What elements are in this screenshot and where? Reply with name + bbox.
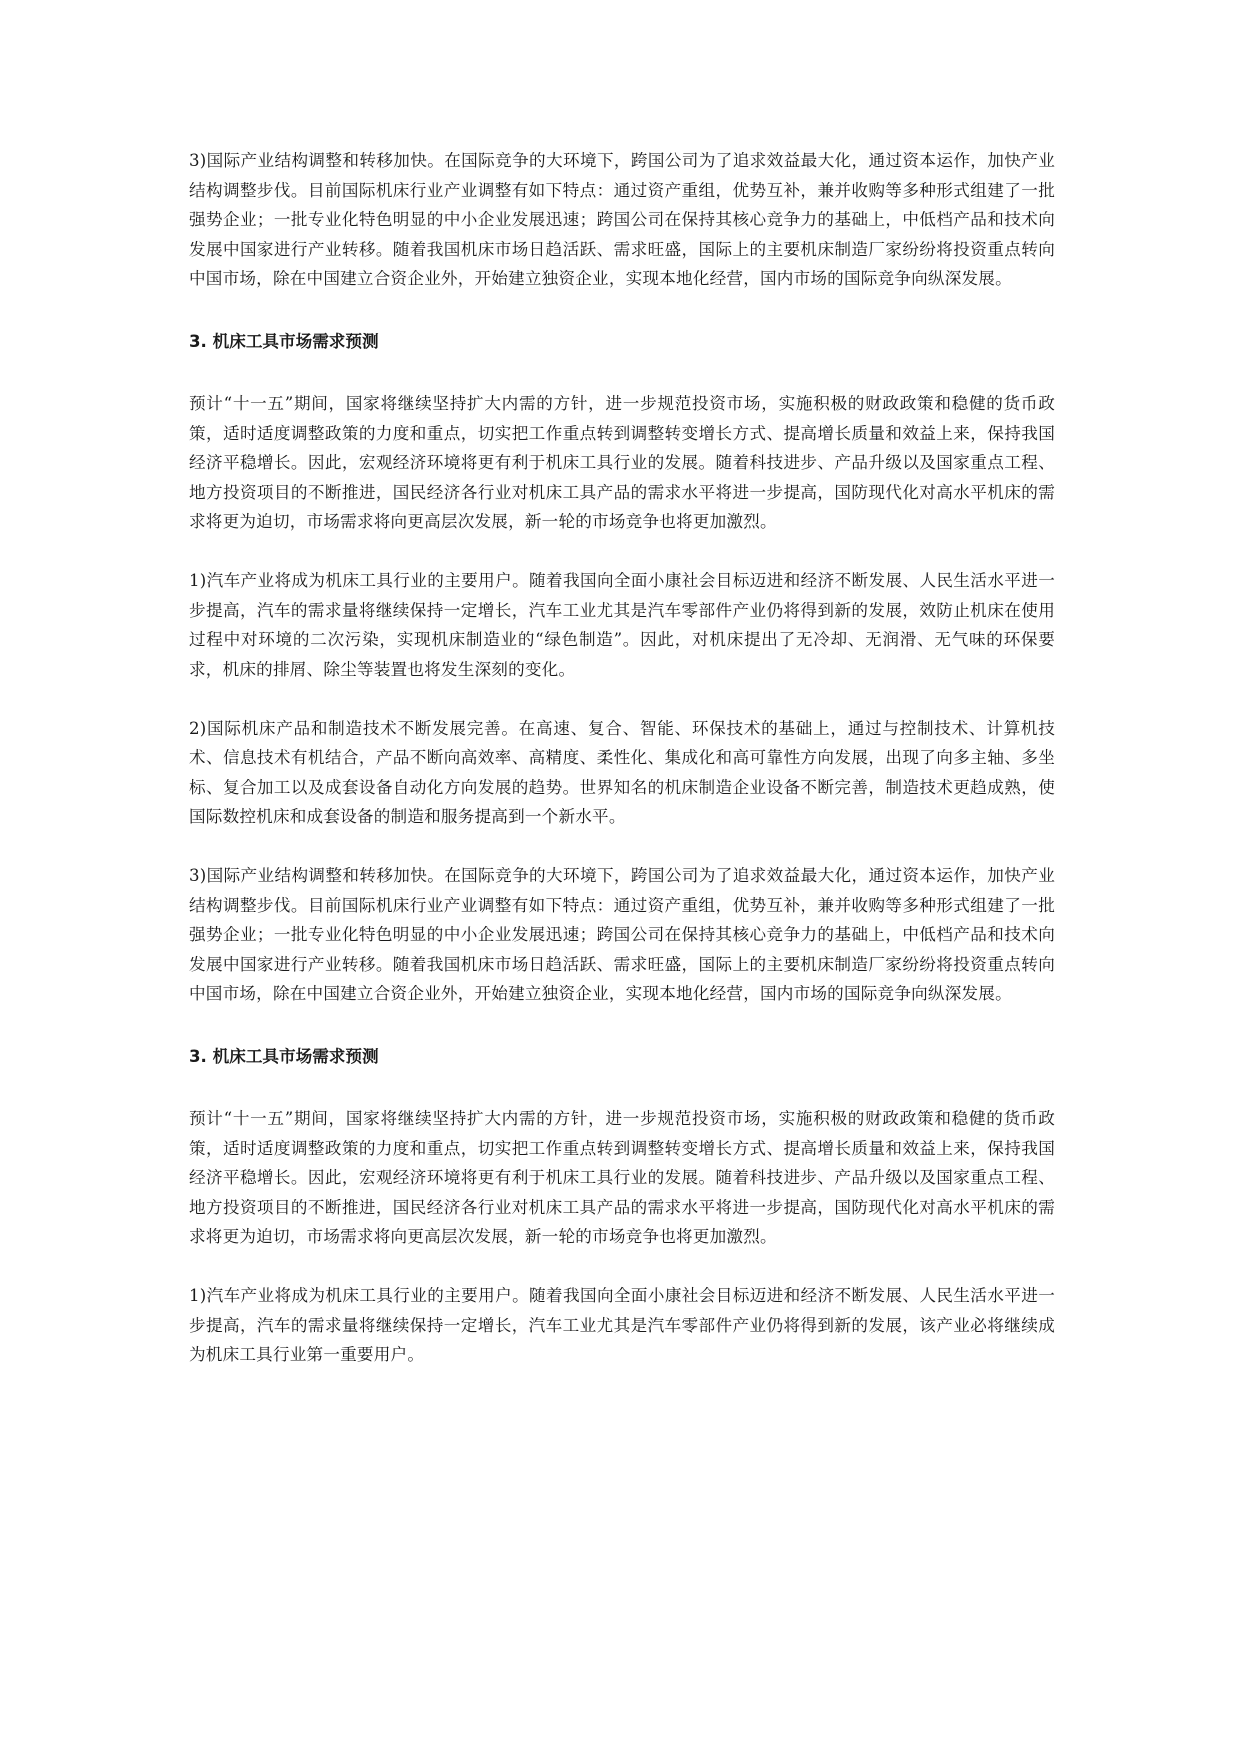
paragraph-international-technology: 2)国际机床产品和制造技术不断发展完善。在高速、复合、智能、环保技术的基础上，通过与控制技术、计算机技术、信息技术有机结合，产品不断向高效率、高精度、柔性化、集成化和高可靠性方向发展，出现了向多主轴、多坐标、复合加工以及成套设备自动化方向发展的趋势。世界知名的机床制造企业设备不断完善，制造技术更趋成熟，使国际数控机床和成套设备的制造和服务提高到一个新水平。 [189, 718, 1055, 826]
paragraph-industry-restructuring: 3)国际产业结构调整和转移加快。在国际竞争的大环境下，跨国公司为了追求效益最大化，通过资本运作，加快产业结构调整步伐。目前国际机床行业产业调整有如下特点：通过资产重组，优势互补，兼并收购等多种形式组建了一批强势企业；一批专业化特色明显的中小企业发展迅速；跨国公司在保持其核心竞争力的基础上，中低档产品和技术向发展中国家进行产业转移。随着我国机床市场日趋活跃、需求旺盛，国际上的主要机床制造厂家纷纷将投资重点转向中国市场，除在中国建立合资企业外，开始建立独资企业，实现本地化经营，国内市场的国际竞争向纵深发展。 [189, 151, 1055, 288]
paragraph-automotive-users-repeat: 1)汽车产业将成为机床工具行业的主要用户。随着我国向全面小康社会目标迈进和经济不断发展、人民生活水平进一步提高，汽车的需求量将继续保持一定增长，汽车工业尤其是汽车零部件产业仍将得到新的发展，该产业必将继续成为机床工具行业第一重要用户。 [189, 1286, 1055, 1364]
paragraph-industry-restructuring-repeat: 3)国际产业结构调整和转移加快。在国际竞争的大环境下，跨国公司为了追求效益最大化，通过资本运作，加快产业结构调整步伐。目前国际机床行业产业调整有如下特点：通过资产重组，优势互补，兼并收购等多种形式组建了一批强势企业；一批专业化特色明显的中小企业发展迅速；跨国公司在保持其核心竞争力的基础上，中低档产品和技术向发展中国家进行产业转移。随着我国机床市场日趋活跃、需求旺盛，国际上的主要机床制造厂家纷纷将投资重点转向中国市场，除在中国建立合资企业外，开始建立独资企业，实现本地化经营，国内市场的国际竞争向纵深发展。 [189, 866, 1055, 1003]
paragraph-eleventh-five-year-repeat: 预计“十一五”期间，国家将继续坚持扩大内需的方针，进一步规范投资市场，实施积极的财政政策和稳健的货币政策，适时适度调整政策的力度和重点，切实把工作重点转到调整转变增长方式、提高增长质量和效益上来，保持我国经济平稳增长。因此，宏观经济环境将更有利于机床工具行业的发展。随着科技进步、产品升级以及国家重点工程、地方投资项目的不断推进，国民经济各行业对机床工具产品的需求水平将进一步提高，国防现代化对高水平机床的需求将更为迫切，市场需求将向更高层次发展，新一轮的市场竞争也将更加激烈。 [189, 1109, 1055, 1246]
spacer [189, 1252, 1055, 1282]
spacer [189, 356, 1055, 389]
paragraph-eleventh-five-year: 预计“十一五”期间，国家将继续坚持扩大内需的方针，进一步规范投资市场，实施积极的财政政策和稳健的货币政策，适时适度调整政策的力度和重点，切实把工作重点转到调整转变增长方式、提高增长质量和效益上来，保持我国经济平稳增长。因此，宏观经济环境将更有利于机床工具行业的发展。随着科技进步、产品升级以及国家重点工程、地方投资项目的不断推进，国民经济各行业对机床工具产品的需求水平将进一步提高，国防现代化对高水平机床的需求将更为迫切，市场需求将向更高层次发展，新一轮的市场竞争也将更加激烈。 [189, 394, 1055, 531]
spacer [189, 1071, 1055, 1104]
spacer [189, 1009, 1055, 1042]
spacer [189, 684, 1055, 714]
document-body [189, 146, 1055, 1370]
spacer [189, 294, 1055, 327]
section-heading-demand-forecast: 3. 机床工具市场需求预测 [189, 331, 379, 351]
section-heading-demand-forecast-repeat: 3. 机床工具市场需求预测 [189, 1046, 379, 1066]
spacer [189, 832, 1055, 862]
paragraph-automotive-users: 1)汽车产业将成为机床工具行业的主要用户。随着我国向全面小康社会目标迈进和经济不断发展、人民生活水平进一步提高，汽车的需求量将继续保持一定增长，汽车工业尤其是汽车零部件产业仍将得到新的发展，效防止机床在使用过程中对环境的二次污染，实现机床制造业的“绿色制造”。因此，对机床提出了无冷却、无润滑、无气味的环保要求，机床的排屑、除尘等装置也将发生深刻的变化。 [189, 571, 1055, 679]
spacer [189, 537, 1055, 567]
